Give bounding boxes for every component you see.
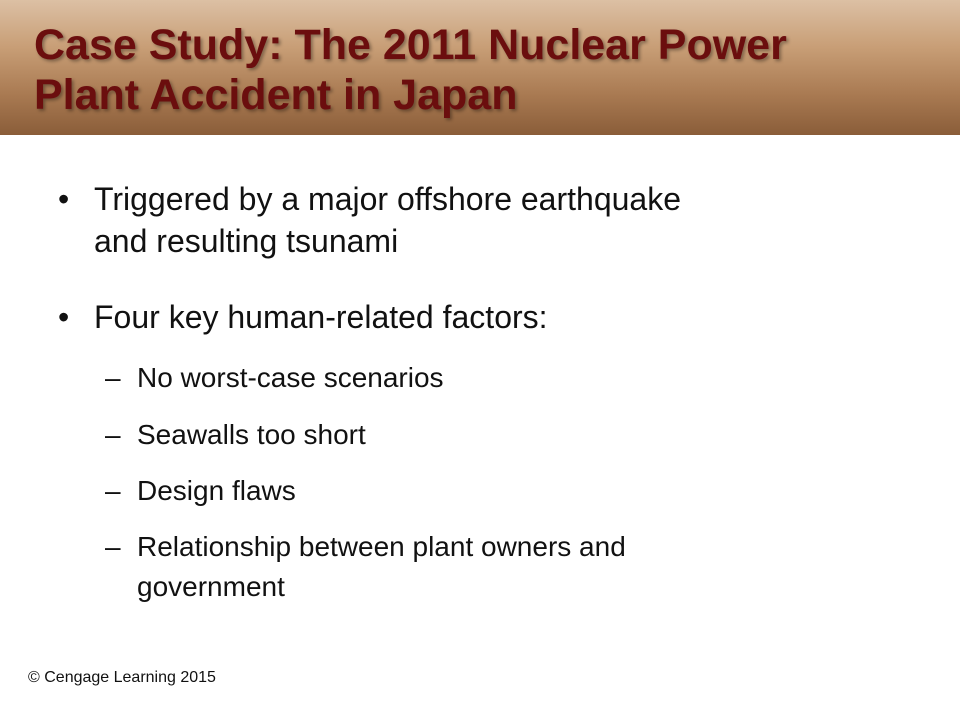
sub-bullet-text: Design flaws — [137, 475, 296, 506]
bullet-text: Four key human-related factors: — [94, 299, 548, 335]
dash-marker: – — [105, 475, 121, 506]
sub-bullet-item-2 — [105, 415, 925, 455]
dash-marker: – — [105, 362, 121, 393]
bullet-marker: • — [58, 299, 70, 335]
sub-bullet-text: No worst-case scenarios — [137, 362, 444, 393]
bullet-item-2 — [58, 296, 938, 340]
sub-bullet-item-1 — [105, 358, 925, 398]
bullet-text-line-1: Triggered by a major offshore earthquake — [94, 181, 681, 217]
copyright-footer: © Cengage Learning 2015 — [28, 669, 216, 686]
sub-bullet-text-line-1: Relationship between plant owners and — [137, 531, 626, 562]
sub-bullet-text: Seawalls too short — [137, 419, 366, 450]
bullet-text — [94, 178, 681, 262]
bullet-item-1 — [58, 178, 938, 268]
slide-title-line-1: Case Study: The 2011 Nuclear Power — [34, 21, 787, 69]
bullet-marker: • — [58, 181, 70, 217]
sub-bullet-text-line-2: government — [137, 571, 285, 602]
dash-marker: – — [105, 419, 121, 450]
bullet-text-line-2: and resulting tsunami — [94, 223, 399, 259]
slide-title-line-2: Plant Accident in Japan — [34, 71, 518, 119]
sub-bullet-item-4 — [105, 527, 925, 609]
dash-marker: – — [105, 531, 121, 562]
sub-bullet-text — [137, 527, 626, 607]
sub-bullet-item-3 — [105, 471, 925, 511]
